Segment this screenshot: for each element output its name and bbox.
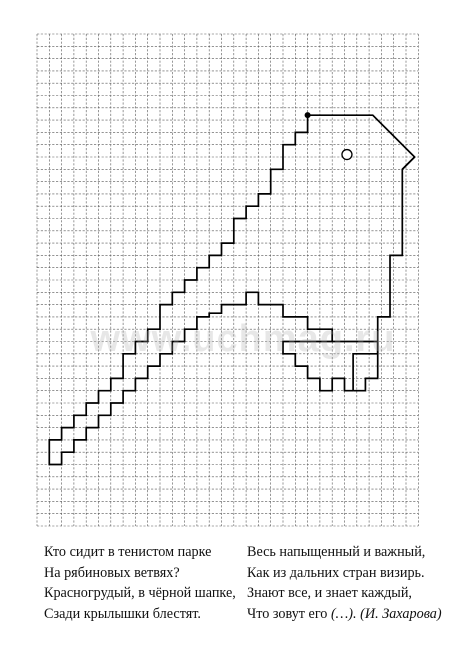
start-dot xyxy=(305,112,311,118)
bird-eye xyxy=(342,150,352,160)
poem-line: Весь напыщенный и важный, xyxy=(247,544,426,560)
poem-right-column xyxy=(247,542,442,624)
poem-line: Кто сидит в тенистом парке xyxy=(44,544,212,560)
poem-line: Как из дальних стран визирь. xyxy=(247,564,425,581)
poem-line: Сзади крылышки блестят. xyxy=(44,605,201,622)
poem-left-column xyxy=(44,542,236,624)
poem-line: На рябиновых ветвях? xyxy=(44,564,180,581)
poem-attribution: (И. Захарова) xyxy=(360,605,442,622)
grid-lines xyxy=(37,34,418,526)
poem-last-line xyxy=(247,604,442,625)
bird-beak xyxy=(402,157,414,169)
poem-line: Красногрудый, в чёрной шапке, xyxy=(44,585,236,601)
poem-last-line-prefix: Что зовут его xyxy=(247,605,328,622)
poem-line: Знают все, и знает каждый, xyxy=(247,585,412,601)
watermark: www.uchmag.ru xyxy=(90,318,396,360)
answer-blank: (…). xyxy=(330,605,357,622)
